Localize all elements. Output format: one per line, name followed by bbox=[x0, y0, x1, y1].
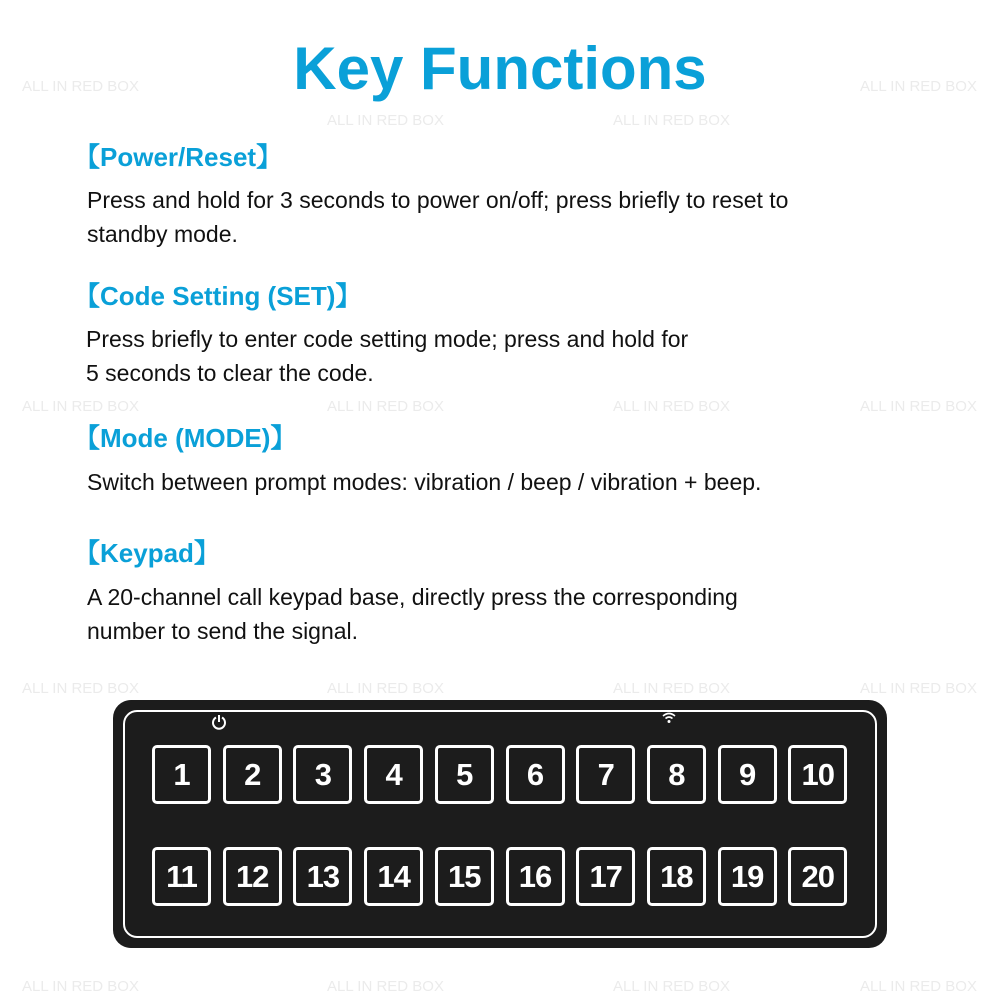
keypad-key-16: 16 bbox=[506, 847, 565, 906]
watermark-text: ALL IN RED BOX bbox=[327, 398, 444, 415]
watermark-text: ALL IN RED BOX bbox=[22, 978, 139, 995]
keypad-key-8: 8 bbox=[647, 745, 706, 804]
watermark-text: ALL IN RED BOX bbox=[327, 680, 444, 697]
keypad-key-20: 20 bbox=[788, 847, 847, 906]
keypad-key-14: 14 bbox=[364, 847, 423, 906]
section-heading-keypad: 【Keypad】 bbox=[74, 538, 220, 568]
keypad-key-4: 4 bbox=[364, 745, 423, 804]
watermark-text: ALL IN RED BOX bbox=[860, 978, 977, 995]
keypad-key-9: 9 bbox=[718, 745, 777, 804]
watermark-text: ALL IN RED BOX bbox=[860, 680, 977, 697]
text-line: Press and hold for 3 seconds to power on/off; press briefly to reset to bbox=[87, 187, 789, 213]
text-line: number to send the signal. bbox=[87, 618, 359, 644]
keypad-key-1: 1 bbox=[152, 745, 211, 804]
keypad-key-18: 18 bbox=[647, 847, 706, 906]
keypad-key-7: 7 bbox=[576, 745, 635, 804]
watermark-text: ALL IN RED BOX bbox=[22, 398, 139, 415]
section-heading-mode: 【Mode (MODE)】 bbox=[74, 423, 297, 453]
text-line: Switch between prompt modes: vibration / beep / vibration + beep. bbox=[87, 469, 762, 495]
watermark-text: ALL IN RED BOX bbox=[22, 78, 139, 95]
wifi-icon bbox=[662, 712, 676, 724]
keypad-key-5: 5 bbox=[435, 745, 494, 804]
section-heading-code-setting: 【Code Setting (SET)】 bbox=[74, 281, 362, 311]
keypad-key-19: 19 bbox=[718, 847, 777, 906]
watermark-text: ALL IN RED BOX bbox=[613, 978, 730, 995]
text-line: standby mode. bbox=[87, 221, 238, 247]
keypad-key-12: 12 bbox=[223, 847, 282, 906]
section-heading-power-reset: 【Power/Reset】 bbox=[74, 142, 283, 172]
watermark-text: ALL IN RED BOX bbox=[613, 398, 730, 415]
keypad-illustration bbox=[113, 700, 887, 948]
keypad-key-11: 11 bbox=[152, 847, 211, 906]
watermark-text: ALL IN RED BOX bbox=[860, 398, 977, 415]
watermark-text: ALL IN RED BOX bbox=[22, 680, 139, 697]
watermark-text: ALL IN RED BOX bbox=[327, 112, 444, 129]
section-text-code-setting bbox=[86, 322, 976, 390]
keypad-key-15: 15 bbox=[435, 847, 494, 906]
section-text-mode bbox=[87, 465, 977, 499]
page-title: Key Functions bbox=[293, 35, 707, 102]
keypad-key-17: 17 bbox=[576, 847, 635, 906]
keypad-key-2: 2 bbox=[223, 745, 282, 804]
section-text-power-reset bbox=[87, 183, 977, 251]
watermark-text: ALL IN RED BOX bbox=[613, 680, 730, 697]
text-line: A 20-channel call keypad base, directly press the corresponding bbox=[87, 584, 738, 610]
text-line: 5 seconds to clear the code. bbox=[86, 360, 374, 386]
section-text-keypad bbox=[87, 580, 977, 648]
keypad-key-3: 3 bbox=[293, 745, 352, 804]
watermark-text: ALL IN RED BOX bbox=[860, 78, 977, 95]
power-icon bbox=[211, 714, 227, 730]
watermark-text: ALL IN RED BOX bbox=[327, 978, 444, 995]
text-line: Press briefly to enter code setting mode; press and hold for bbox=[86, 326, 689, 352]
keypad-key-13: 13 bbox=[293, 847, 352, 906]
keypad-key-6: 6 bbox=[506, 745, 565, 804]
keypad-key-10: 10 bbox=[788, 745, 847, 804]
watermark-text: ALL IN RED BOX bbox=[613, 112, 730, 129]
